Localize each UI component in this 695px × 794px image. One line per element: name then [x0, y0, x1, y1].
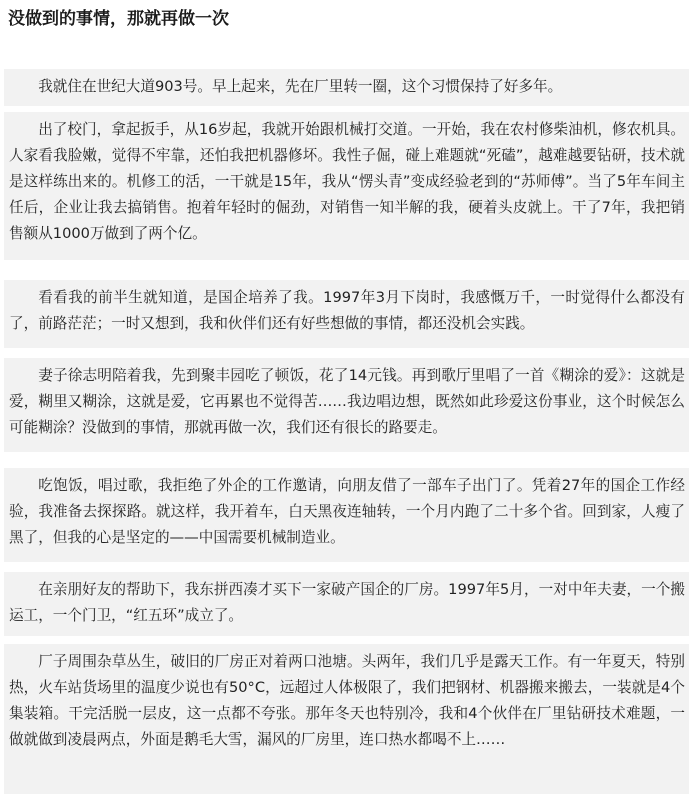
article-title: 没做到的事情，那就再做一次: [8, 9, 229, 29]
paragraph-7: 厂子周围杂草丛生，破旧的厂房正对着两口池塘。头两年，我们几乎是露天工作。有一年夏天，特别热，火车站货场里的温度少说也有50°C，远超过人体极限了，我们把钢材、机器搬来搬去，一装就是4个集装箱。干完活脱一层皮，这一点都不夸张。那年冬天也特别冷，我和4个伙伴在厂里钻研技术难题，一做就做到凌晨两点，外面是鹅毛大雪，漏风的厂房里，连口热水都喝不上……: [4, 644, 689, 794]
paragraph-2: 出了校门，拿起扳手，从16岁起，我就开始跟机械打交道。一开始，我在农村修柴油机，修农机具。人家看我脸嫩，觉得不牢靠，还怕我把机器修坏。我性子倔，碰上难题就“死磕”，越难越要钻研，技术就是这样练出来的。机修工的活，一干就是15年，我从“愣头青”变成经验老到的“苏师傅”。当了5年车间主任后，企业让我去搞销售。抱着年轻时的倔劲，对销售一知半解的我，硬着头皮就上。干了7年，我把销售额从1000万做到了两个亿。: [4, 112, 689, 260]
paragraph-1: 我就住在世纪大道903号。早上起来，先在厂里转一圈，这个习惯保持了好多年。: [4, 69, 689, 106]
paragraph-3: 看看我的前半生就知道，是国企培养了我。1997年3月下岗时，我感慨万千，一时觉得什么都没有了，前路茫茫；一时又想到，我和伙伴们还有好些想做的事情，都还没机会实践。: [4, 280, 689, 348]
paragraph-4: 妻子徐志明陪着我，先到聚丰园吃了顿饭，花了14元钱。再到歌厅里唱了一首《糊涂的爱》：这就是爱，糊里又糊涂，这就是爱，它再累也不觉得苦……我边唱边想，既然如此珍爱这份事业，这个时候怎么可能糊涂？没做到的事情，那就再做一次，我们还有很长的路要走。: [4, 358, 689, 452]
paragraph-5: 吃饱饭，唱过歌，我拒绝了外企的工作邀请，向朋友借了一部车子出门了。凭着27年的国企工作经验，我准备去探探路。就这样，我开着车，白天黑夜连轴转，一个月内跑了二十多个省。回到家，人瘦了黑了，但我的心是坚定的——中国需要机械制造业。: [4, 468, 689, 562]
paragraph-6: 在亲朋好友的帮助下，我东拼西凑才买下一家破产国企的厂房。1997年5月，一对中年夫妻，一个搬运工，一个门卫，“红五环”成立了。: [4, 572, 689, 636]
